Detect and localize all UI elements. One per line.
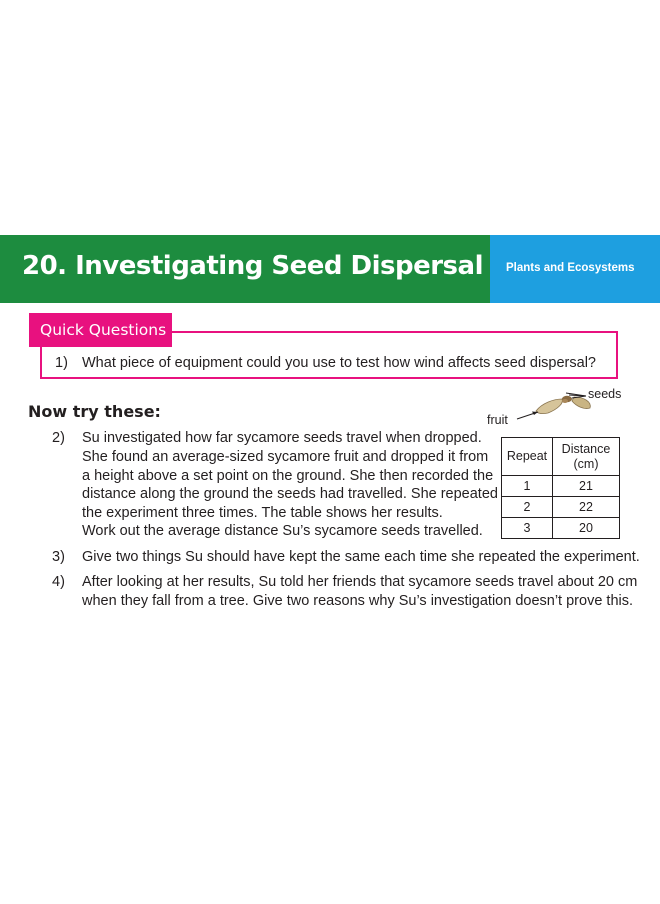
question-2-line: distance along the ground the seeds had travelled. She repeated — [82, 486, 498, 502]
distance-cell: 20 — [553, 518, 620, 539]
header-distance-label: Distance — [561, 441, 611, 456]
question-4-line: After looking at her results, Su told her friends that sycamore seeds travel about 20 cm — [82, 574, 638, 590]
question-4-number: 4) — [52, 574, 65, 590]
question-3-line: Give two things Su should have kept the same each time she repeated the experiment. — [82, 549, 640, 565]
question-2-number: 2) — [52, 430, 65, 446]
page-header — [0, 235, 660, 303]
question-2-line: a height above a set point on the ground. She then recorded the — [82, 468, 494, 484]
question-1-number: 1) — [55, 355, 68, 371]
table-row — [502, 476, 620, 497]
fruit-label: fruit — [487, 413, 508, 427]
quick-questions-label — [29, 313, 172, 347]
title-bar — [0, 235, 490, 303]
sycamore-fruit-diagram — [486, 384, 626, 434]
repeat-cell: 1 — [502, 476, 553, 497]
question-2-line: Work out the average distance Su’s sycamore seeds travelled. — [82, 523, 483, 539]
page-title: 20. Investigating Seed Dispersal — [22, 251, 483, 281]
distance-cell: 22 — [553, 497, 620, 518]
table-row — [502, 518, 620, 539]
table-header-row — [502, 438, 620, 476]
topic-bar — [490, 235, 660, 303]
repeat-cell: 2 — [502, 497, 553, 518]
question-2-line: Su investigated how far sycamore seeds travel when dropped. — [82, 430, 482, 446]
repeat-cell: 3 — [502, 518, 553, 539]
seeds-label: seeds — [588, 387, 622, 401]
question-4-line: when they fall from a tree. Give two reasons why Su’s investigation doesn’t prove this. — [82, 593, 634, 609]
question-3-number: 3) — [52, 549, 65, 565]
header-distance-unit: (cm) — [573, 456, 599, 471]
quick-questions-heading: Quick Questions — [40, 321, 167, 339]
topic-label: Plants and Ecosystems — [506, 262, 635, 274]
table-row — [502, 497, 620, 518]
question-2-line: She found an average-sized sycamore fruit and dropped it from — [82, 449, 489, 465]
header-repeat: Repeat — [502, 438, 553, 476]
header-distance — [553, 438, 620, 476]
question-1-text: What piece of equipment could you use to test how wind affects seed dispersal? — [82, 355, 596, 371]
now-try-heading: Now try these: — [28, 402, 161, 421]
results-table — [501, 437, 620, 539]
question-2-line: the experiment three times. The table shows her results. — [82, 505, 443, 521]
distance-cell: 21 — [553, 476, 620, 497]
